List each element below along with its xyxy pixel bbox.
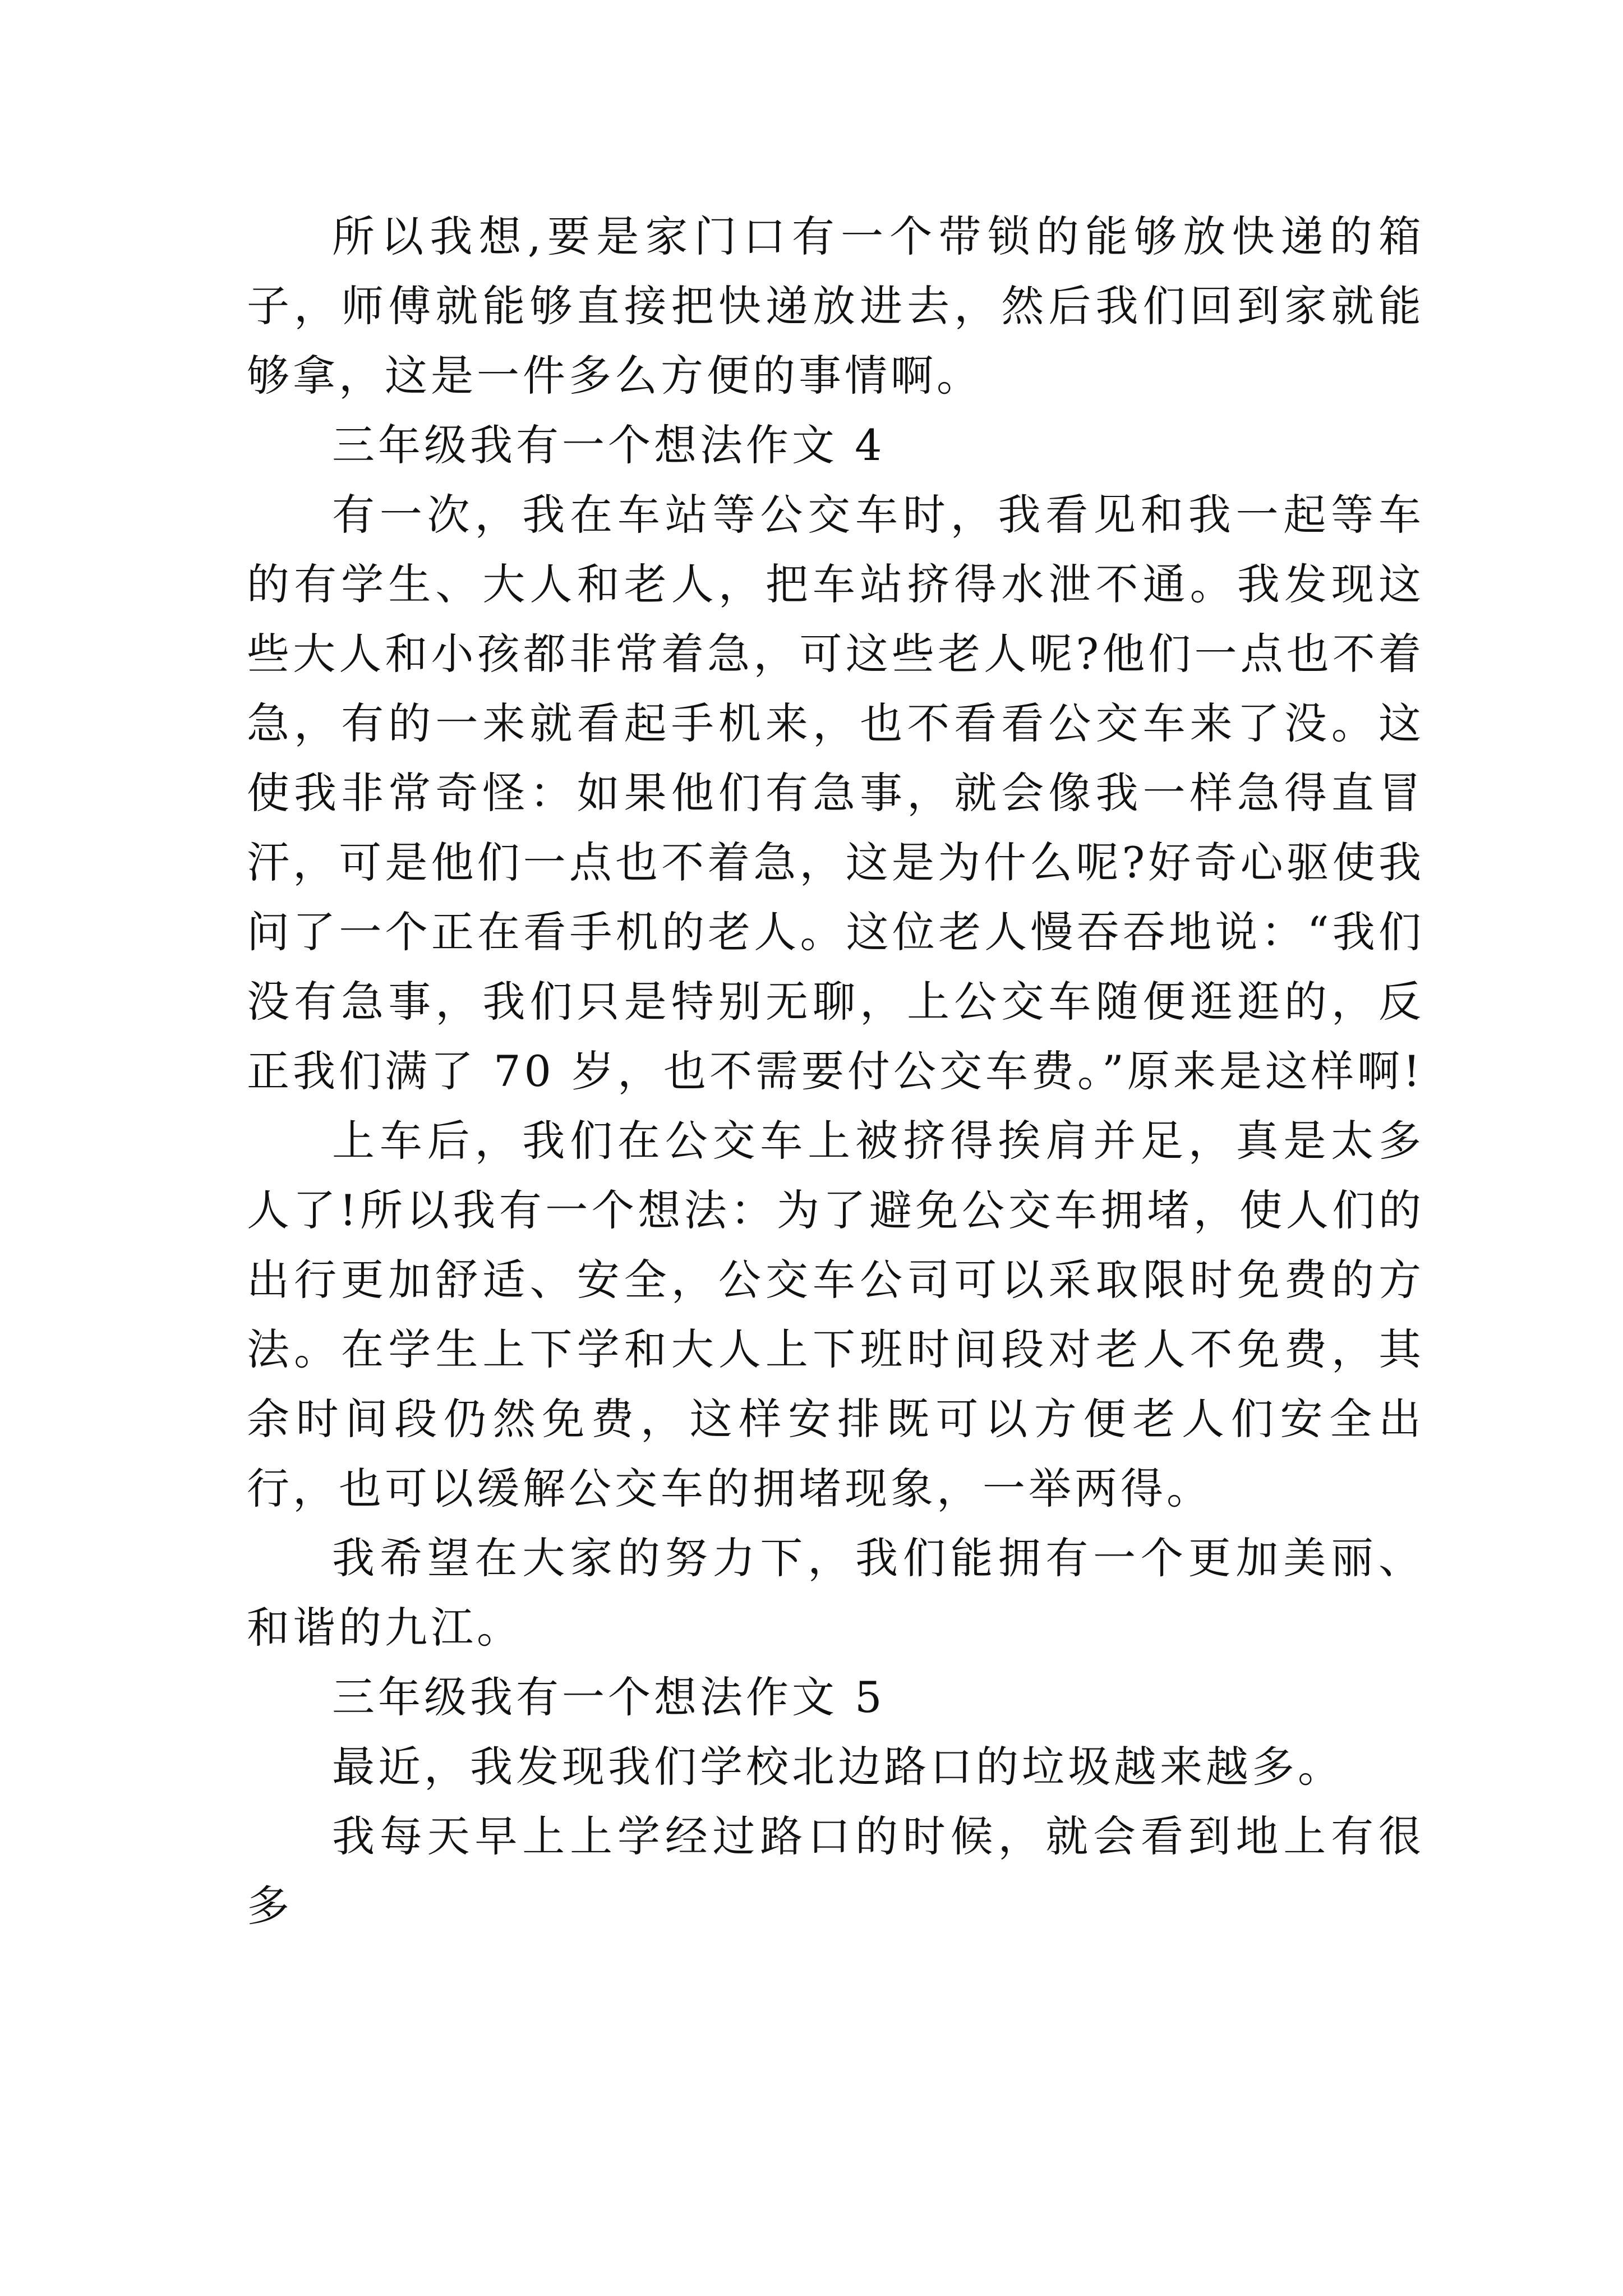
paragraph-3: 上车后，我们在公交车上被挤得挨肩并足，真是太多人了!所以我有一个想法：为了避免公交车拥堵，使人们的出行更加舒适、安全，公交车公司可以采取限时免费的方法。在学生上下学和大人上下班时间段对老人不免费，其余时间段仍然免费，这样安排既可以方便老人们安全出行，也可以缓解公交车的拥堵现象，一举两得。 (247, 1116, 1424, 1513)
paragraph-6: 我每天早上上学经过路口的时候，就会看到地上有很多 (247, 1811, 1424, 1931)
paragraph-1: 所以我想,要是家门口有一个带锁的能够放快递的箱子，师傅就能够直接把快递放进去，然后我们回到家就能够拿，这是一件多么方便的事情啊。 (247, 211, 1424, 401)
paragraph-5: 最近，我发现我们学校北边路口的垃圾越来越多。 (332, 1742, 1344, 1792)
paragraph-2: 有一次，我在车站等公交车时，我看见和我一起等车的有学生、大人和老人，把车站挤得水泄不通。我发现这些大人和小孩都非常着急，可这些老人呢?他们一点也不着急，有的一来就看起手机来，也不看看公交车来了没。这使我非常奇怪：如果他们有急事，就会像我一样急得直冒汗，可是他们一点也不着急，这是为什么呢?好奇心驱使我问了一个正在看手机的老人。这位老人慢吞吞地说：“我们没有急事，我们只是特别无聊，上公交车随便逛逛的，反正我们满了 70 岁，也不需要付公交车费。”原来是这样啊! (247, 490, 1424, 1096)
section-heading-5: 三年级我有一个想法作文 5 (332, 1672, 886, 1722)
section-heading-4: 三年级我有一个想法作文 4 (332, 420, 886, 470)
paragraph-4: 我希望在大家的努力下，我们能拥有一个更加美丽、和谐的九江。 (247, 1533, 1424, 1653)
document-body (247, 202, 1424, 1941)
